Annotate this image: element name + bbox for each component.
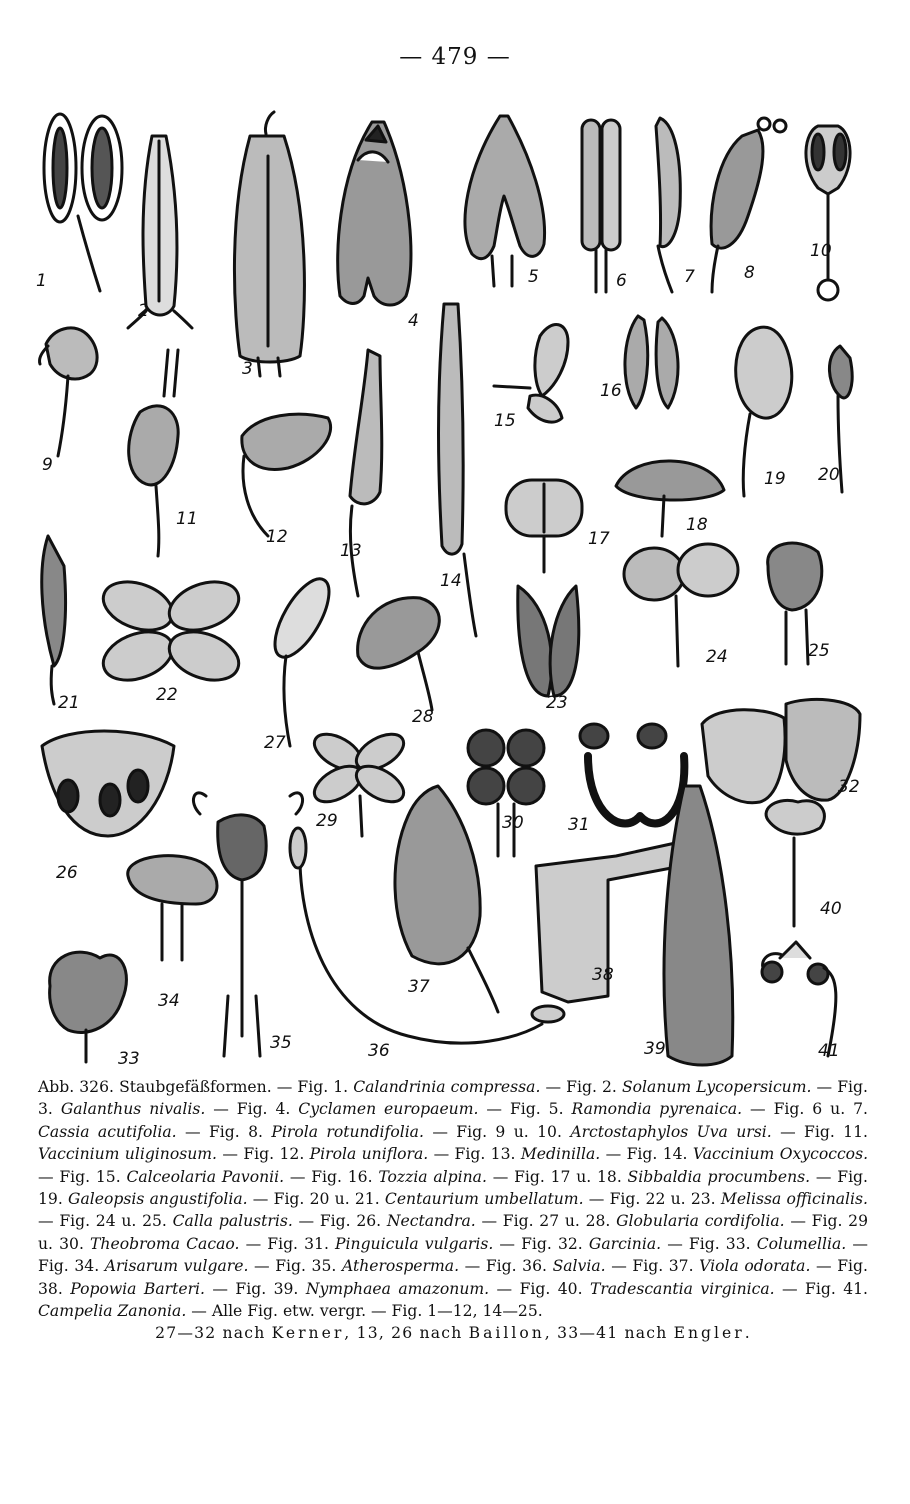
figure-22-drawing xyxy=(97,573,246,689)
caption-text: — Fig. 35. xyxy=(248,1257,342,1276)
credit-text: 27—32 nach xyxy=(155,1324,272,1343)
fig-label-31: 31 xyxy=(568,815,590,835)
credit-text: , 33—41 nach xyxy=(544,1324,674,1343)
caption-species-name: Pinguicula vulgaris. xyxy=(335,1234,494,1253)
fig-label-41: 41 xyxy=(818,1041,840,1061)
figure-40-drawing xyxy=(766,800,824,926)
caption-text: — Fig. 24 u. 25. xyxy=(38,1212,173,1231)
figure-28-drawing xyxy=(358,598,440,710)
figure-11-drawing xyxy=(129,350,179,556)
caption-species-name: Atherosperma. xyxy=(341,1257,460,1276)
figure-16-drawing xyxy=(625,316,678,408)
fig-label-12: 12 xyxy=(266,527,288,547)
fig-label-14: 14 xyxy=(440,571,462,591)
caption-species-name: Tradescantia virginica. xyxy=(589,1279,775,1298)
caption-species-name: Calla palustris. xyxy=(172,1212,293,1231)
figure-5-drawing xyxy=(465,116,545,286)
figure-6-drawing xyxy=(582,120,620,292)
caption-text: — Fig. 9 u. 10. xyxy=(423,1122,571,1141)
caption-text: — Fig. 41. xyxy=(774,1279,869,1298)
caption-credit xyxy=(38,1322,868,1344)
fig-label-33: 33 xyxy=(118,1049,140,1069)
caption-text: — Fig. 32. xyxy=(493,1234,589,1253)
figure-39-drawing xyxy=(664,786,733,1065)
figure-7-drawing xyxy=(656,118,680,292)
figure-17-drawing xyxy=(506,480,582,572)
caption-text: — Fig. 27 u. 28. xyxy=(475,1212,617,1231)
fig-label-25: 25 xyxy=(808,641,830,661)
fig-label-16: 16 xyxy=(600,381,622,401)
caption-text: — Fig. 2. xyxy=(540,1078,622,1096)
caption-text: — Fig. 20 u. 21. xyxy=(247,1190,385,1209)
caption-species-name: Tozzia alpina. xyxy=(378,1167,487,1186)
fig-label-30: 30 xyxy=(502,813,524,833)
fig-label-28: 28 xyxy=(412,707,434,727)
fig-label-20: 20 xyxy=(818,465,840,485)
caption-species-name: Arctostaphylos Uva ursi. xyxy=(570,1122,772,1141)
caption-text: — Fig. 22 u. 23. xyxy=(583,1190,721,1209)
fig-label-27: 27 xyxy=(264,733,286,753)
caption-text: — Fig. 36. xyxy=(459,1257,553,1276)
page-number: — 479 — xyxy=(399,44,511,70)
caption-text: — Fig. 14. xyxy=(600,1145,693,1164)
fig-label-10: 10 xyxy=(810,241,832,261)
caption-text: — Fig. 33. xyxy=(661,1234,757,1253)
fig-label-3: 3 xyxy=(242,359,253,379)
caption-species-name: Nectandra. xyxy=(386,1212,476,1231)
caption-text: — Fig. 26. xyxy=(292,1212,387,1231)
caption-species-name: Galeopsis angustifolia. xyxy=(68,1190,248,1209)
caption-species-name: Columellia. xyxy=(756,1234,847,1253)
caption-text: — Fig. 15. xyxy=(38,1167,127,1186)
fig-label-5: 5 xyxy=(528,267,539,287)
caption-text: — Fig. 5. xyxy=(478,1100,572,1119)
caption-species-name: Centaurium umbellatum. xyxy=(384,1190,584,1209)
credit-author-name: Baillon xyxy=(468,1324,545,1343)
figure-3-drawing xyxy=(234,112,304,376)
credit-author-name: Kerner xyxy=(271,1324,345,1343)
figure-15-drawing xyxy=(494,325,568,423)
figure-27-drawing xyxy=(264,571,339,746)
caption-species-name: Cyclamen europaeum. xyxy=(298,1100,479,1119)
caption-text: — Fig. 34. xyxy=(38,1234,868,1276)
fig-label-4: 4 xyxy=(408,311,419,331)
caption-species-name: Popowia Barteri. xyxy=(70,1279,205,1298)
fig-label-24: 24 xyxy=(706,647,728,667)
caption-text: — Fig. 8. xyxy=(176,1122,272,1141)
fig-label-6: 6 xyxy=(616,271,627,291)
caption-species-name: Theobroma Cacao. xyxy=(90,1234,240,1253)
credit-text: , 13, 26 nach xyxy=(344,1324,469,1343)
caption-text: — Fig. 39. xyxy=(205,1279,306,1298)
figure-31-drawing xyxy=(580,724,684,824)
fig-label-32: 32 xyxy=(838,777,860,797)
caption-species-name: Sibbaldia procumbens. xyxy=(627,1167,811,1186)
figure-33-drawing xyxy=(50,952,127,1062)
caption-text: — Fig. 29 u. 30. xyxy=(38,1212,868,1253)
fig-label-1: 1 xyxy=(36,271,47,291)
fig-label-9: 9 xyxy=(42,455,53,475)
fig-label-37: 37 xyxy=(408,977,430,997)
caption-species-name: Melissa officinalis. xyxy=(720,1190,868,1209)
fig-label-38: 38 xyxy=(592,965,614,985)
plate-drawing xyxy=(28,96,880,1072)
figure-41-drawing xyxy=(762,942,836,1056)
fig-label-36: 36 xyxy=(368,1041,390,1061)
caption-text: — Fig. 11. xyxy=(771,1122,868,1141)
caption-text: — Fig. 40. xyxy=(489,1279,590,1298)
fig-label-22: 22 xyxy=(156,685,178,705)
caption-species-name: Viola odorata. xyxy=(699,1257,811,1276)
caption-species-name: Vaccinium uliginosum. xyxy=(38,1145,218,1164)
fig-label-18: 18 xyxy=(686,515,708,535)
caption-species-name: Pirola uniflora. xyxy=(309,1145,429,1164)
caption-text: — Fig. 3. xyxy=(38,1078,868,1119)
caption-text: — Fig. 4. xyxy=(205,1100,299,1119)
figure-1-drawing xyxy=(44,114,122,291)
fig-label-34: 34 xyxy=(158,991,180,1011)
caption-species-name: Pirola rotundifolia. xyxy=(271,1122,424,1141)
caption-text: — Fig. 6 u. 7. xyxy=(742,1100,868,1119)
fig-label-19: 19 xyxy=(764,469,786,489)
figure-30-drawing xyxy=(468,730,544,856)
fig-label-35: 35 xyxy=(270,1033,292,1053)
caption-text: — Fig. 12. xyxy=(217,1145,310,1164)
fig-label-2: 2 xyxy=(138,301,149,321)
fig-label-29: 29 xyxy=(316,811,338,831)
fig-label-26: 26 xyxy=(56,863,78,883)
caption-text: — Fig. 37. xyxy=(605,1257,700,1276)
caption-text: — Fig. 17 u. 18. xyxy=(486,1167,628,1186)
caption-species-name: Calandrinia compressa. xyxy=(353,1078,541,1096)
caption-text: — Fig. 16. xyxy=(284,1167,379,1186)
figure-34-drawing xyxy=(128,856,217,960)
figure-35-drawing xyxy=(193,793,302,1056)
caption-species-name: Globularia cordifolia. xyxy=(616,1212,785,1231)
credit-text: . xyxy=(744,1324,751,1343)
figure-23-drawing xyxy=(518,586,579,696)
fig-label-11: 11 xyxy=(176,509,198,529)
fig-label-15: 15 xyxy=(494,411,516,431)
figure-18-drawing xyxy=(616,461,724,536)
figure-2-drawing xyxy=(128,136,192,328)
figure-caption xyxy=(38,1076,868,1345)
fig-label-8: 8 xyxy=(744,263,755,283)
caption-text: — Fig. 31. xyxy=(239,1234,336,1253)
caption-species-name: Arisarum vulgare. xyxy=(104,1257,249,1276)
caption-species-name: Campelia Zanonia. xyxy=(38,1302,187,1321)
caption-species-name: Solanum Lycopersicum. xyxy=(621,1078,812,1096)
caption-text: — Fig. 13. xyxy=(428,1145,521,1164)
caption-body xyxy=(38,1078,868,1320)
fig-label-21: 21 xyxy=(58,693,80,713)
figure-10-drawing xyxy=(806,126,850,300)
caption-species-name: Garcinia. xyxy=(588,1234,662,1253)
caption-species-name: Medinilla. xyxy=(520,1145,601,1164)
fig-label-23: 23 xyxy=(546,693,568,713)
fig-label-13: 13 xyxy=(340,541,362,561)
fig-label-39: 39 xyxy=(644,1039,666,1059)
caption-species-name: Vaccinium Oxycoccos. xyxy=(692,1145,869,1164)
figure-4-drawing xyxy=(338,122,411,305)
caption-species-name: Ramondia pyrenaica. xyxy=(571,1100,743,1119)
fig-label-40: 40 xyxy=(820,899,842,919)
caption-species-name: Calceolaria Pavonii. xyxy=(126,1167,285,1186)
caption-text: — Fig. 38. xyxy=(38,1257,868,1298)
stamen-forms-illustration-plate xyxy=(28,96,880,1072)
caption-text: — Alle Fig. etw. vergr. — Fig. 1—12, 14—25. xyxy=(186,1302,543,1321)
caption-text: Abb. 326. Staubgefäßformen. — Fig. 1. xyxy=(38,1078,354,1096)
figure-9-drawing xyxy=(39,328,97,456)
caption-species-name: Cassia acutifolia. xyxy=(38,1122,177,1141)
figure-26-drawing xyxy=(42,731,174,836)
fig-label-7: 7 xyxy=(684,267,695,287)
caption-species-name: Nymphaea amazonum. xyxy=(305,1279,490,1298)
figure-21-drawing xyxy=(42,536,66,704)
credit-author-name: Engler xyxy=(673,1324,745,1343)
caption-text: — Fig. 19. xyxy=(38,1167,868,1209)
caption-species-name: Salvia. xyxy=(552,1257,606,1276)
figure-32-drawing xyxy=(702,699,860,802)
figure-12-drawing xyxy=(242,414,331,536)
caption-species-name: Galanthus nivalis. xyxy=(60,1100,206,1119)
fig-label-17: 17 xyxy=(588,529,610,549)
